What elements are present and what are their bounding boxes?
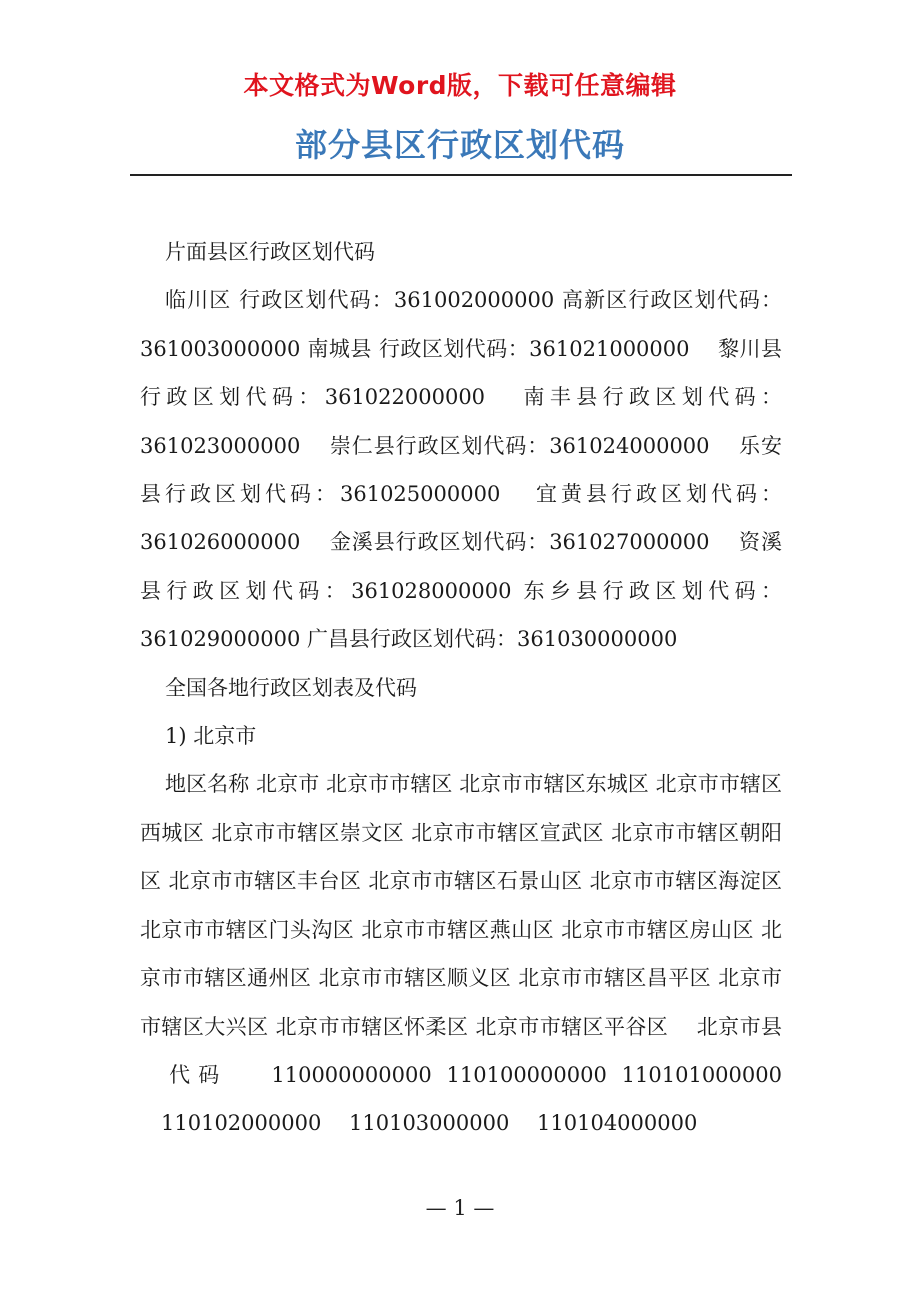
page-number: — 1 — [425, 1196, 495, 1220]
paragraph-beijing-heading: 1) 北京市 [165, 724, 257, 749]
title-divider [130, 174, 792, 176]
paragraph-beijing-list: 地区名称 北京市 北京市市辖区 北京市市辖区东城区 北京市市辖区西城区 北京市市辖区崇文区 北京市市辖区宣武区 北京市市辖区朝阳区 北京市市辖区丰台区 北京市市辖区石景山区 北京市市辖区海淀区 北京市市辖区门头沟区 北京市市辖区燕山区 北京市市辖区房山区 北京市市辖区通州区 北京市市辖区顺义区 北京市市辖区昌平区 北京市市辖区大兴区 北京市市辖区怀柔区 北京市市辖区平谷区 北京市县 代码 110000000000 110100000000 110101000000 110102000000 110103000000 110104000000 [140, 772, 782, 1136]
paragraph-codes: 临川区 行政区划代码：361002000000 高新区行政区划代码：361003000000 南城县 行政区划代码：361021000000 黎川县行政区划代码：361022000000 南丰县行政区划代码：361023000000 崇仁县行政区划代码：361024000000 乐安县行政区划代码：361025000000 宜黄县行政区划代码：361026000000 金溪县行政区划代码：361027000000 资溪县行政区划代码：361028000000 东乡县行政区划代码：361029000000 广昌县行政区划代码：361030000000 [140, 288, 782, 652]
document-title: 部分县区行政区划代码 [294, 126, 625, 164]
paragraph-heading: 片面县区行政区划代码 [165, 240, 375, 264]
format-banner: 本文格式为Word版，下载可任意编辑 [243, 71, 677, 100]
document-body [140, 228, 782, 1148]
paragraph-section-title: 全国各地行政区划表及代码 [165, 675, 417, 700]
